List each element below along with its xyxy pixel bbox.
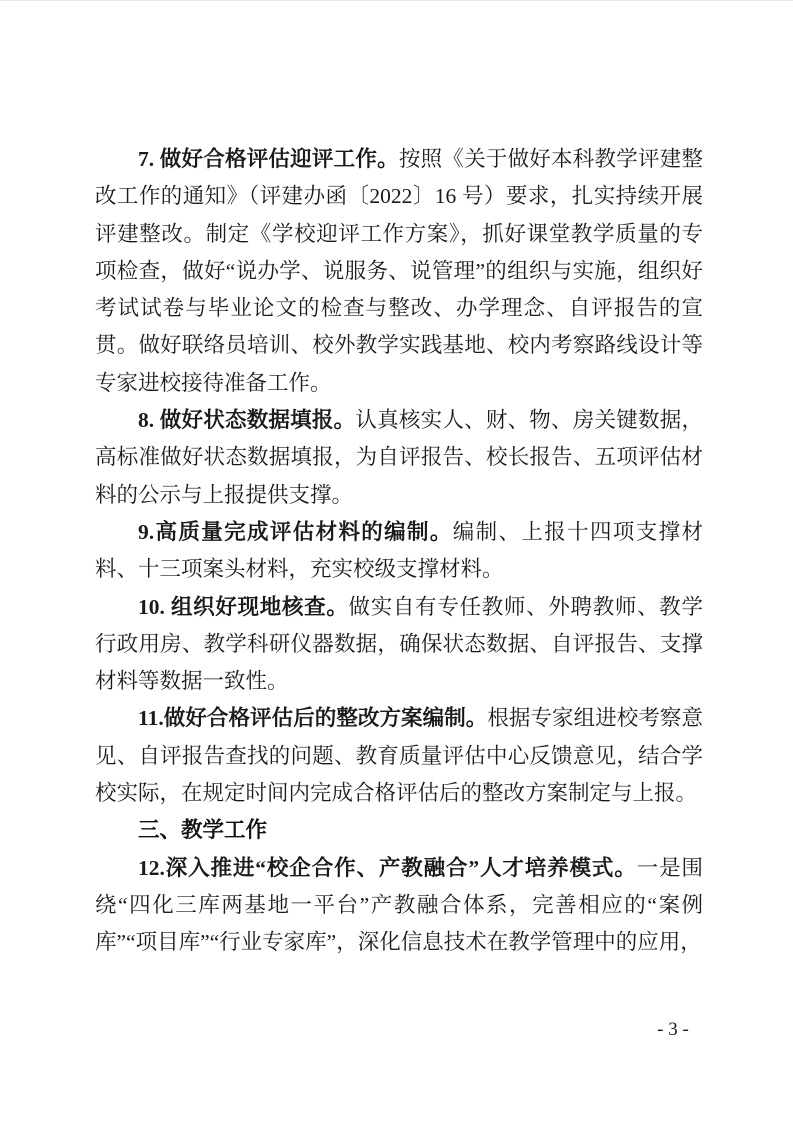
paragraph-10-text: 做实自有专任教师、外聘教师、教学行政用房、教学科研仪器数据，确保状态数据、自评报告、支撑材料等数据一致性。	[95, 594, 703, 694]
document-body	[95, 141, 703, 962]
paragraph-9-lead: 9.高质量完成评估材料的编制。	[138, 519, 453, 544]
paragraph-11	[95, 700, 703, 812]
paragraph-12-text: 一是围绕“四化三库两基地一平台”产教融合体系，完善相应的“案例库”“项目库”“行业专家库”，深化信息技术在教学管理中的应用，	[95, 855, 703, 955]
paragraph-9-text: 编制、上报十四项支撑材料、十三项案头材料，充实校级支撑材料。	[95, 519, 703, 582]
page-number: - 3 -	[657, 1019, 689, 1040]
paragraph-8-lead: 8. 做好状态数据填报。	[138, 408, 356, 433]
section-heading-teaching-work: 三、教学工作	[138, 818, 268, 843]
paragraph-7-lead: 7. 做好合格评估迎评工作。	[138, 147, 399, 171]
paragraph-8-text: 认真核实人、财、物、房关键数据，高标准做好状态数据填报，为自评报告、校长报告、五项评估材料的公示与上报提供支撑。	[95, 408, 703, 507]
paragraph-10-lead: 10. 组织好现地核查。	[138, 594, 349, 619]
paragraph-7-text: 按照《关于做好本科教学评建整改工作的通知》（评建办函〔2022〕16 号）要求，扎实持续开展评建整改。制定《学校迎评工作方案》，抓好课堂教学质量的专项检查，做好“说办学、说服务、说管理”的组织与实施，组织好考试试卷与毕业论文的检查与整改、办学理念、自评报告的宣贯。做好联络员培训、校外教学实践基地、校内考察路线设计等专家进校接待准备工作。	[95, 147, 703, 395]
paragraph-9	[95, 514, 703, 589]
paragraph-7	[95, 141, 703, 402]
paragraph-10	[95, 589, 703, 701]
paragraph-12	[95, 850, 703, 962]
paragraph-11-lead: 11.做好合格评估后的整改方案编制。	[138, 706, 488, 731]
paragraph-8	[95, 402, 703, 514]
paragraph-12-lead: 12.深入推进“校企合作、产教融合”人才培养模式。	[138, 855, 637, 880]
paragraph-11-text: 根据专家组进校考察意见、自评报告查找的问题、教育质量评估中心反馈意见，结合学校实际，在规定时间内完成合格评估后的整改方案制定与上报。	[95, 706, 703, 806]
